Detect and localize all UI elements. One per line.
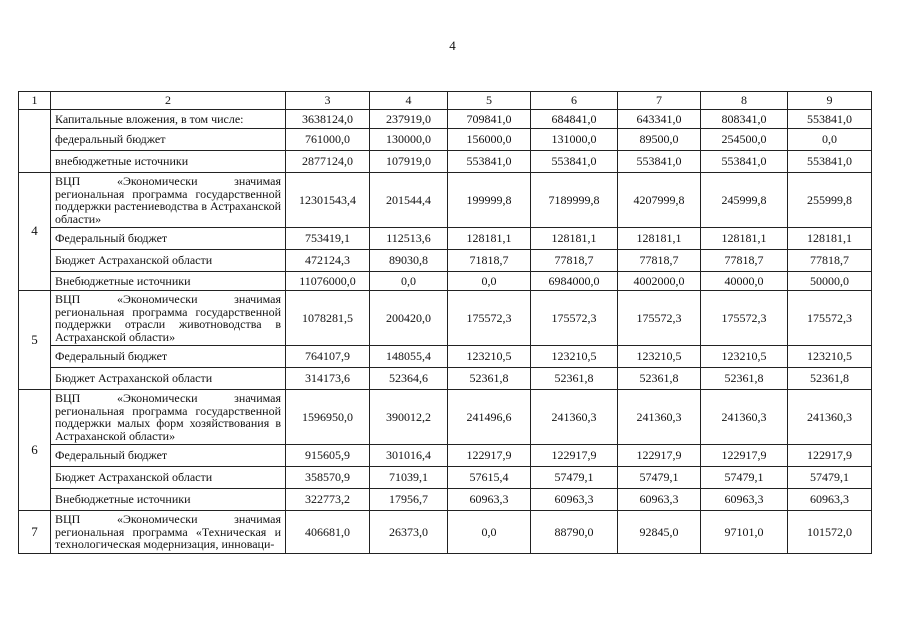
value-cell: 156000,0 — [448, 129, 531, 151]
row-name: ВЦП «Экономически значимая региональная программа государственной поддержки растениеводства в Астраханской области» — [51, 173, 286, 228]
value-cell: 390012,2 — [370, 390, 448, 445]
value-cell: 255999,8 — [788, 173, 872, 228]
table-row — [19, 489, 872, 511]
value-cell: 123210,5 — [531, 346, 618, 368]
value-cell: 89030,8 — [370, 250, 448, 272]
value-cell: 764107,9 — [286, 346, 370, 368]
value-cell: 808341,0 — [701, 110, 788, 129]
value-cell: 301016,4 — [370, 445, 448, 467]
table-row — [19, 390, 872, 445]
value-cell: 553841,0 — [788, 151, 872, 173]
value-cell: 201544,4 — [370, 173, 448, 228]
value-cell: 122917,9 — [618, 445, 701, 467]
column-header: 1 — [19, 92, 51, 110]
value-cell: 52361,8 — [788, 368, 872, 390]
value-cell: 60963,3 — [788, 489, 872, 511]
row-name: Федеральный бюджет — [51, 346, 286, 368]
row-name: ВЦП «Экономически значимая региональная программа государственной поддержки малых форм хозяйствования в Астраханской области» — [51, 390, 286, 445]
value-cell: 123210,5 — [788, 346, 872, 368]
value-cell: 406681,0 — [286, 511, 370, 554]
table-row — [19, 467, 872, 489]
value-cell: 60963,3 — [618, 489, 701, 511]
value-cell: 761000,0 — [286, 129, 370, 151]
value-cell: 175572,3 — [531, 291, 618, 346]
table-row — [19, 272, 872, 291]
value-cell: 915605,9 — [286, 445, 370, 467]
row-number-cell: 6 — [19, 390, 51, 511]
row-name: внебюджетные источники — [51, 151, 286, 173]
value-cell: 245999,8 — [701, 173, 788, 228]
table-row — [19, 129, 872, 151]
value-cell: 77818,7 — [618, 250, 701, 272]
value-cell: 3638124,0 — [286, 110, 370, 129]
value-cell: 241360,3 — [701, 390, 788, 445]
value-cell: 0,0 — [788, 129, 872, 151]
value-cell: 1596950,0 — [286, 390, 370, 445]
value-cell: 175572,3 — [701, 291, 788, 346]
value-cell: 6984000,0 — [531, 272, 618, 291]
value-cell: 358570,9 — [286, 467, 370, 489]
value-cell: 71039,1 — [370, 467, 448, 489]
budget-table — [18, 91, 872, 554]
value-cell: 50000,0 — [788, 272, 872, 291]
value-cell: 57615,4 — [448, 467, 531, 489]
value-cell: 4002000,0 — [618, 272, 701, 291]
column-header: 4 — [370, 92, 448, 110]
value-cell: 40000,0 — [701, 272, 788, 291]
value-cell: 130000,0 — [370, 129, 448, 151]
row-name: Федеральный бюджет — [51, 445, 286, 467]
row-name: Внебюджетные источники — [51, 489, 286, 511]
value-cell: 175572,3 — [788, 291, 872, 346]
value-cell: 52361,8 — [531, 368, 618, 390]
row-name: Капитальные вложения, в том числе: — [51, 110, 286, 129]
column-header: 6 — [531, 92, 618, 110]
value-cell: 553841,0 — [531, 151, 618, 173]
value-cell: 128181,1 — [531, 228, 618, 250]
value-cell: 71818,7 — [448, 250, 531, 272]
value-cell: 175572,3 — [618, 291, 701, 346]
column-header: 3 — [286, 92, 370, 110]
row-name: Бюджет Астраханской области — [51, 368, 286, 390]
table-row — [19, 173, 872, 228]
value-cell: 52361,8 — [618, 368, 701, 390]
value-cell: 97101,0 — [701, 511, 788, 554]
value-cell: 175572,3 — [448, 291, 531, 346]
value-cell: 11076000,0 — [286, 272, 370, 291]
value-cell: 52361,8 — [701, 368, 788, 390]
row-number-cell — [19, 110, 51, 173]
value-cell: 2877124,0 — [286, 151, 370, 173]
column-header: 9 — [788, 92, 872, 110]
value-cell: 128181,1 — [788, 228, 872, 250]
row-number-cell: 5 — [19, 291, 51, 390]
value-cell: 131000,0 — [531, 129, 618, 151]
value-cell: 241496,6 — [448, 390, 531, 445]
row-name: федеральный бюджет — [51, 129, 286, 151]
row-name: Внебюджетные источники — [51, 272, 286, 291]
value-cell: 241360,3 — [531, 390, 618, 445]
value-cell: 4207999,8 — [618, 173, 701, 228]
row-name: Бюджет Астраханской области — [51, 250, 286, 272]
value-cell: 123210,5 — [701, 346, 788, 368]
value-cell: 60963,3 — [701, 489, 788, 511]
value-cell: 128181,1 — [618, 228, 701, 250]
row-number-cell: 7 — [19, 511, 51, 554]
table-row — [19, 346, 872, 368]
value-cell: 553841,0 — [788, 110, 872, 129]
value-cell: 123210,5 — [618, 346, 701, 368]
value-cell: 101572,0 — [788, 511, 872, 554]
value-cell: 643341,0 — [618, 110, 701, 129]
value-cell: 241360,3 — [788, 390, 872, 445]
value-cell: 553841,0 — [701, 151, 788, 173]
table-row — [19, 228, 872, 250]
value-cell: 753419,1 — [286, 228, 370, 250]
column-header: 7 — [618, 92, 701, 110]
value-cell: 1078281,5 — [286, 291, 370, 346]
value-cell: 123210,5 — [448, 346, 531, 368]
value-cell: 57479,1 — [618, 467, 701, 489]
value-cell: 122917,9 — [788, 445, 872, 467]
value-cell: 57479,1 — [531, 467, 618, 489]
column-header: 5 — [448, 92, 531, 110]
value-cell: 128181,1 — [701, 228, 788, 250]
value-cell: 314173,6 — [286, 368, 370, 390]
value-cell: 77818,7 — [788, 250, 872, 272]
value-cell: 553841,0 — [618, 151, 701, 173]
value-cell: 52361,8 — [448, 368, 531, 390]
value-cell: 112513,6 — [370, 228, 448, 250]
value-cell: 107919,0 — [370, 151, 448, 173]
table-row — [19, 445, 872, 467]
value-cell: 472124,3 — [286, 250, 370, 272]
value-cell: 200420,0 — [370, 291, 448, 346]
value-cell: 57479,1 — [788, 467, 872, 489]
value-cell: 553841,0 — [448, 151, 531, 173]
value-cell: 0,0 — [448, 511, 531, 554]
table-row — [19, 250, 872, 272]
value-cell: 199999,8 — [448, 173, 531, 228]
value-cell: 122917,9 — [531, 445, 618, 467]
value-cell: 128181,1 — [448, 228, 531, 250]
value-cell: 77818,7 — [531, 250, 618, 272]
value-cell: 17956,7 — [370, 489, 448, 511]
value-cell: 57479,1 — [701, 467, 788, 489]
value-cell: 7189999,8 — [531, 173, 618, 228]
value-cell: 88790,0 — [531, 511, 618, 554]
value-cell: 684841,0 — [531, 110, 618, 129]
value-cell: 709841,0 — [448, 110, 531, 129]
row-name: ВЦП «Экономически значимая региональная программа «Техническая и технологическая модернизация, инноваци- — [51, 511, 286, 554]
table-header-row — [19, 92, 872, 110]
value-cell: 60963,3 — [531, 489, 618, 511]
value-cell: 122917,9 — [448, 445, 531, 467]
value-cell: 26373,0 — [370, 511, 448, 554]
value-cell: 60963,3 — [448, 489, 531, 511]
value-cell: 0,0 — [448, 272, 531, 291]
value-cell: 12301543,4 — [286, 173, 370, 228]
value-cell: 322773,2 — [286, 489, 370, 511]
table-row — [19, 511, 872, 554]
value-cell: 148055,4 — [370, 346, 448, 368]
row-name: ВЦП «Экономически значимая региональная программа государственной поддержки отрасли животноводства в Астраханской области» — [51, 291, 286, 346]
value-cell: 122917,9 — [701, 445, 788, 467]
value-cell: 237919,0 — [370, 110, 448, 129]
row-name: Федеральный бюджет — [51, 228, 286, 250]
table-row — [19, 151, 872, 173]
table-row — [19, 368, 872, 390]
value-cell: 52364,6 — [370, 368, 448, 390]
value-cell: 89500,0 — [618, 129, 701, 151]
value-cell: 0,0 — [370, 272, 448, 291]
row-number-cell: 4 — [19, 173, 51, 291]
column-header: 2 — [51, 92, 286, 110]
value-cell: 92845,0 — [618, 511, 701, 554]
table-row — [19, 110, 872, 129]
column-header: 8 — [701, 92, 788, 110]
row-name: Бюджет Астраханской области — [51, 467, 286, 489]
table-row — [19, 291, 872, 346]
value-cell: 241360,3 — [618, 390, 701, 445]
value-cell: 77818,7 — [701, 250, 788, 272]
value-cell: 254500,0 — [701, 129, 788, 151]
page-number: 4 — [449, 38, 456, 53]
